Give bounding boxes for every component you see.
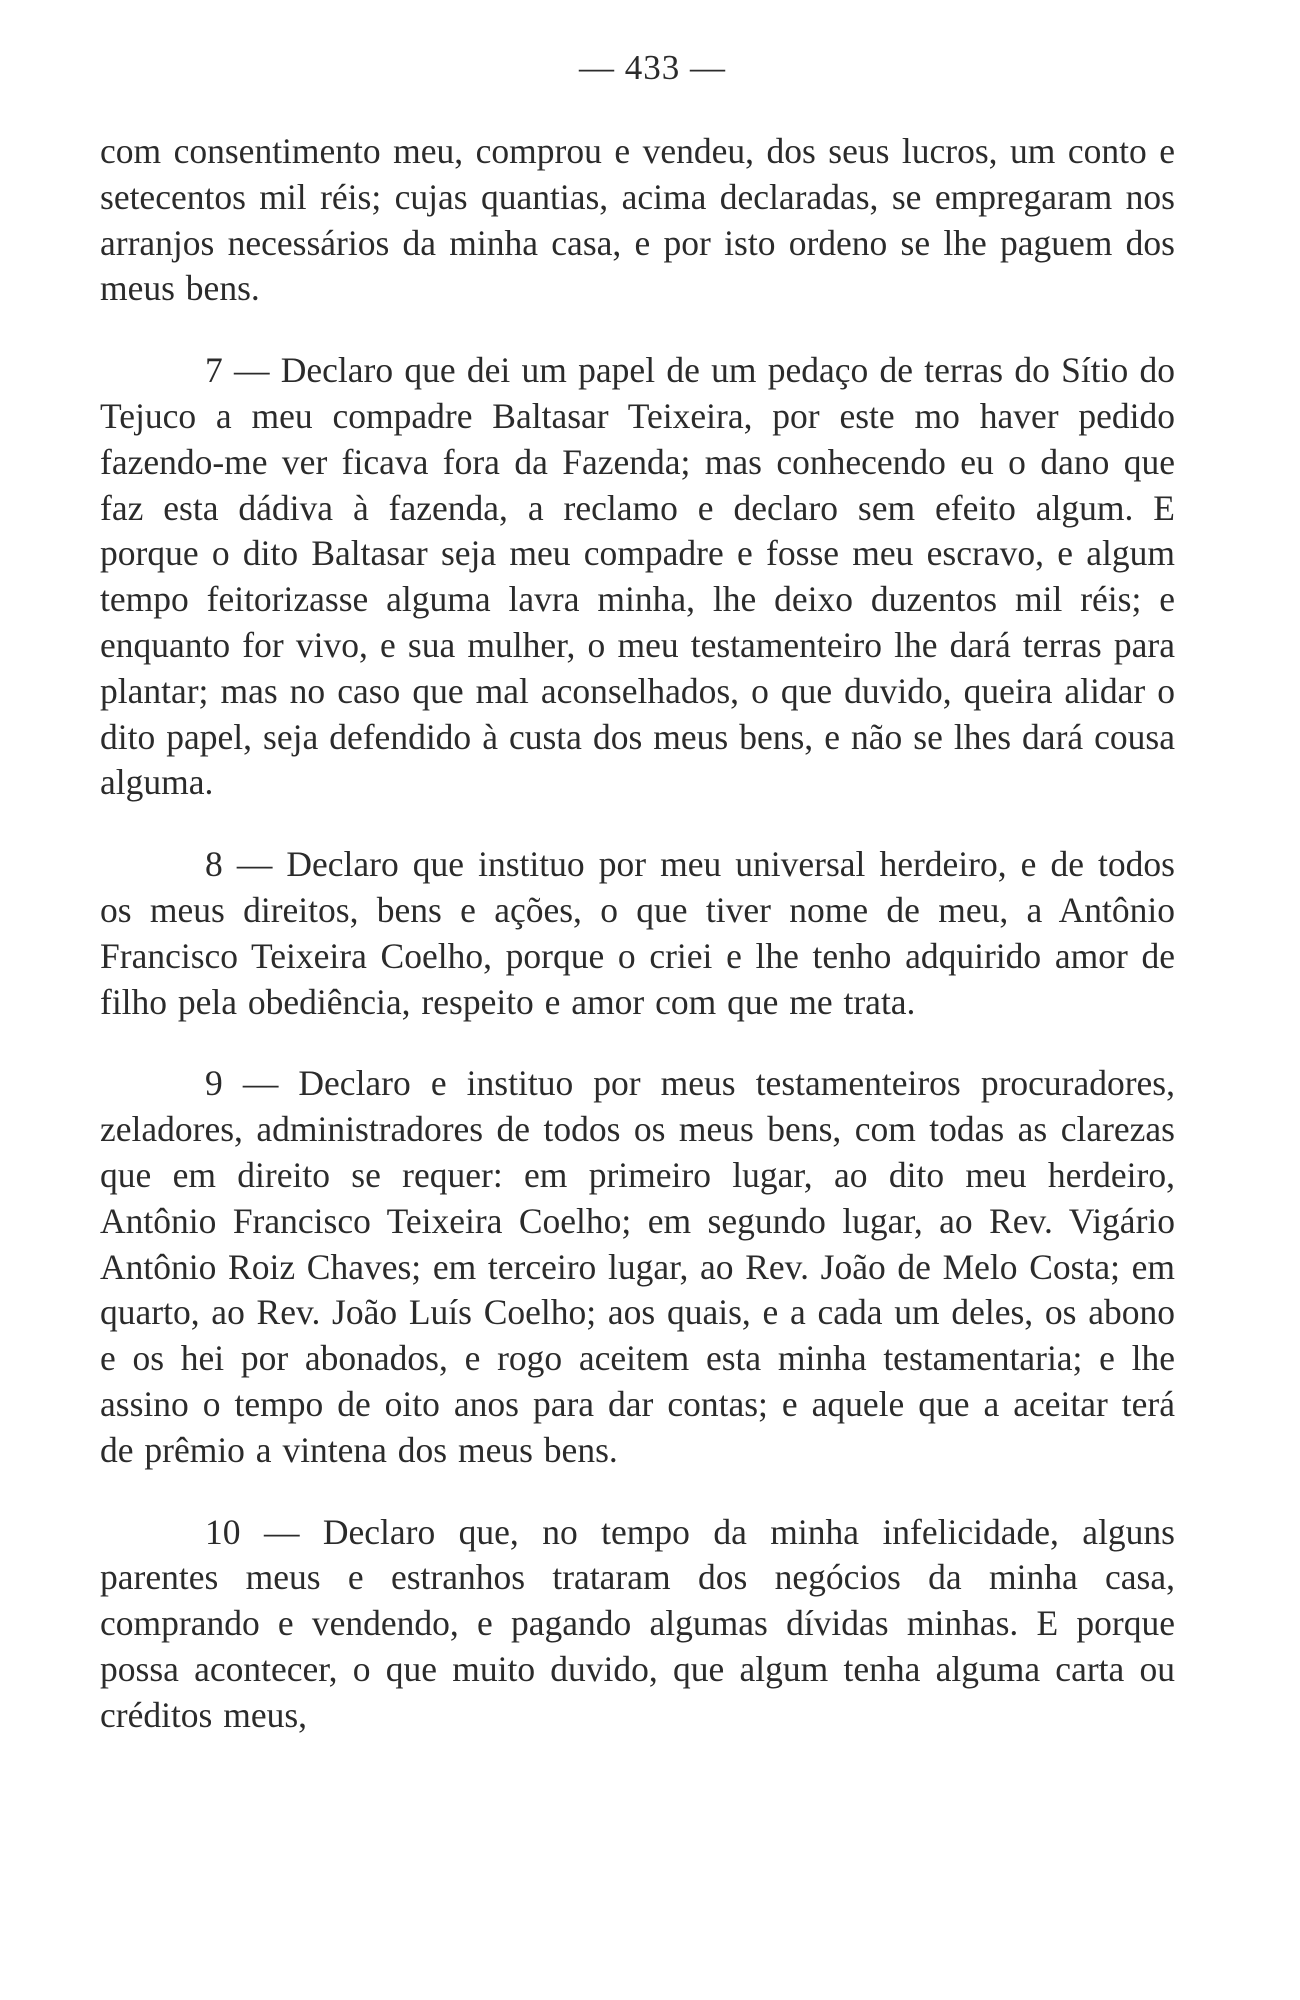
page-number: — 433 — — [579, 48, 726, 87]
paragraph-clause-8: 8 — Declaro que instituo por meu universal herdeiro, e de todos os meus direitos, bens e ações, o que tiver nome de meu, a Antônio Francisco Teixeira Coelho, porque o criei e lhe tenho adquirido amor de filho pela obediência, respeito e amor com que me trata. — [100, 844, 1175, 1022]
paragraph-clause-7: 7 — Declaro que dei um papel de um pedaço de terras do Sítio do Tejuco a meu compadre Baltasar Teixeira, por este mo haver pedido fazendo-me ver ficava fora da Fazenda; mas conhecendo eu o dano que faz esta dádiva à fazenda, a reclamo e declaro sem efeito algum. E porque o dito Baltasar seja meu compadre e fosse meu escravo, e algum tempo feitorizasse alguma lavra minha, lhe deixo duzentos mil réis; e enquanto for vivo, e sua mulher, o meu testamenteiro lhe dará terras para plantar; mas no caso que mal aconselhados, o que duvido, queira alidar o dito papel, seja defendido à custa dos meus bens, e não se lhes dará cousa alguma. — [100, 350, 1175, 803]
paragraph-clause-9: 9 — Declaro e instituo por meus testamenteiros procuradores, zeladores, administradores de todos os meus bens, com todas as clarezas que em direito se requer: em primeiro lugar, ao dito meu herdeiro, Antônio Francisco Teixeira Coelho; em segundo lugar, ao Rev. Vigário Antônio Roiz Chaves; em terceiro lugar, ao Rev. João de Melo Costa; em quarto, ao Rev. João Luís Coelho; aos quais, e a cada um deles, os abono e os hei por abonados, e rogo aceitem esta minha testamentaria; e lhe assino o tempo de oito anos para dar contas; e aquele que a aceitar terá de prêmio a vintena dos meus bens. — [100, 1063, 1175, 1470]
book-page — [100, 50, 1175, 1739]
paragraph-continuation: com consentimento meu, comprou e vendeu, dos seus lucros, um conto e setecentos mil réis; cujas quantias, acima declaradas, se empregaram nos arranjos necessários da minha casa, e por isto ordeno se lhe paguem dos meus bens. — [100, 131, 1175, 309]
paragraph-clause-10: 10 — Declaro que, no tempo da minha infelicidade, alguns parentes meus e estranhos trataram dos negócios da minha casa, comprando e vendendo, e pagando algumas dívidas minhas. E porque possa acontecer, o que muito duvido, que algum tenha alguma carta ou créditos meus, — [100, 1511, 1175, 1735]
